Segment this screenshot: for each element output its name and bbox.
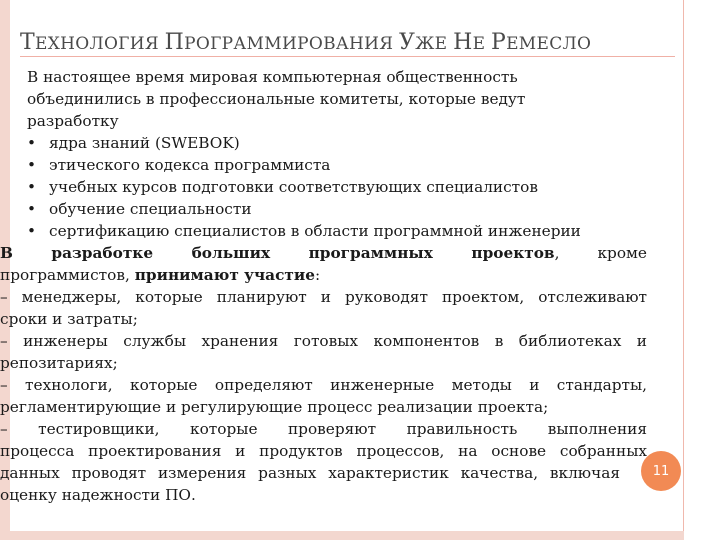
- slide-title: [20, 30, 670, 55]
- testers-line: оценку надежности ПО.: [0, 486, 196, 504]
- bullet-icon: •: [27, 156, 37, 174]
- participants-bold: принимают участие: [134, 266, 315, 284]
- bullet-item: [27, 154, 647, 176]
- bullet-text: этического кодекса программиста: [49, 156, 331, 174]
- title-divider: [20, 56, 675, 57]
- bullet-item: [27, 220, 647, 242]
- bullet-text: учебных курсов подготовки соответствующих специалистов: [49, 178, 538, 196]
- role-line: – менеджеры, которые планируют и руководят проектом, отслеживают: [0, 288, 647, 306]
- testers-line: данных проводят измерения разных характеристик качества, включая: [0, 464, 620, 482]
- participants-heading-rest: , кроме: [554, 244, 647, 262]
- intro-line: разработку: [27, 112, 119, 130]
- role-line: – технологи, которые определяют инженерные методы и стандарты,: [0, 376, 647, 394]
- intro-line: объединились в профессиональные комитеты, которые ведут: [27, 90, 526, 108]
- participants-heading-bold: В разработке больших программных проектов: [0, 244, 555, 262]
- slide-frame-bottom: [10, 531, 684, 540]
- bullet-text: сертификацию специалистов в области программной инженерии: [49, 222, 581, 240]
- slide-title-text: ТЕХНОЛОГИЯ ПРОГРАММИРОВАНИЯ УЖЕ НЕ РЕМЕСЛО: [20, 30, 592, 55]
- bullet-text: ядра знаний (SWEBOK): [49, 134, 240, 152]
- slide-frame-right: [683, 0, 684, 540]
- testers-line: – тестировщики, которые проверяют правильность выполнения: [0, 420, 647, 438]
- testers-line: процесса проектирования и продуктов процессов, на основе собранных: [0, 442, 647, 460]
- role-line: репозитариях;: [0, 354, 118, 372]
- participants-plain: программистов,: [0, 266, 135, 284]
- role-line: – инженеры службы хранения готовых компонентов в библиотеках и: [0, 332, 647, 350]
- participants-heading-line: [0, 242, 647, 264]
- slide-body: [0, 66, 647, 506]
- role-line: сроки и затраты;: [0, 310, 138, 328]
- bullet-icon: •: [27, 222, 37, 240]
- bullet-icon: •: [27, 134, 37, 152]
- intro-line: В настоящее время мировая компьютерная общественность: [27, 68, 518, 86]
- bullet-text: обучение специальности: [49, 200, 252, 218]
- participants-colon: :: [314, 266, 321, 284]
- bullet-icon: •: [27, 200, 37, 218]
- page-number-badge: 11: [641, 451, 681, 491]
- bullet-icon: •: [27, 178, 37, 196]
- role-line: регламентирующие и регулирующие процесс реализации проекта;: [0, 398, 549, 416]
- bullet-item: [27, 198, 647, 220]
- bullet-item: [27, 132, 647, 154]
- participants-heading-line: [0, 264, 647, 286]
- bullet-item: [27, 176, 647, 198]
